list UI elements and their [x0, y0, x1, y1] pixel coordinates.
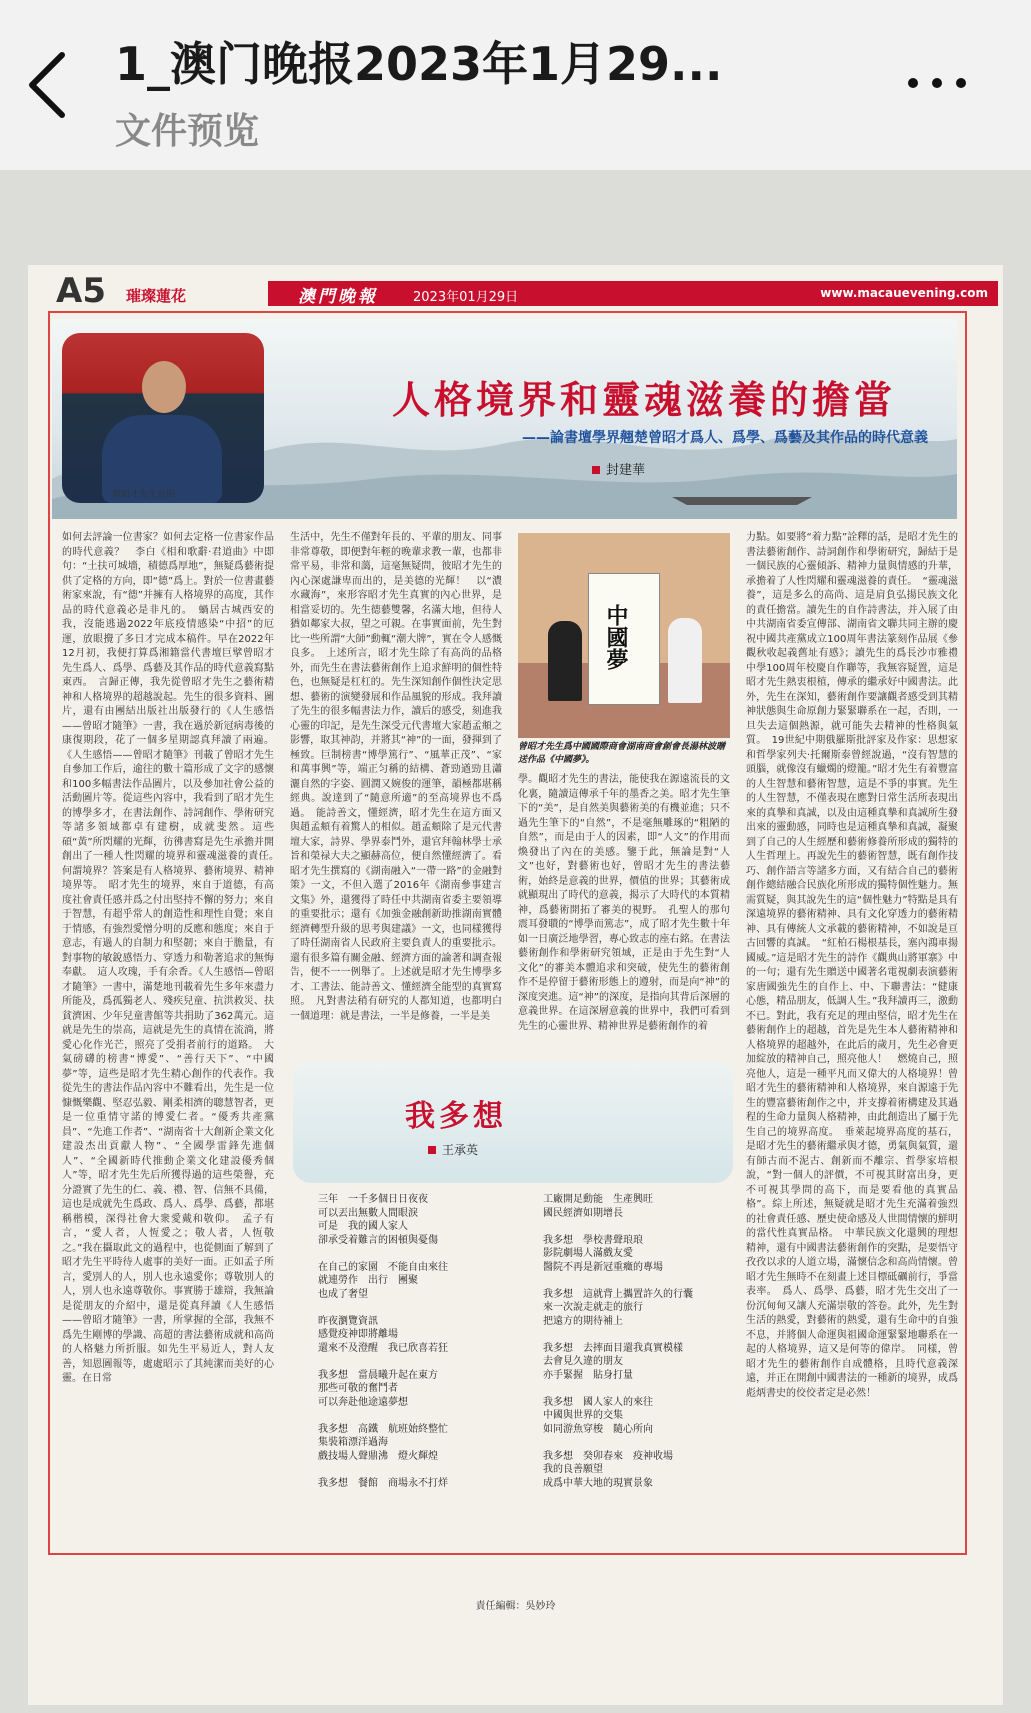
more-dot-icon [932, 78, 942, 88]
poem-line [318, 1355, 518, 1369]
calligraphy-text: 中國夢 [603, 604, 629, 670]
document-viewer[interactable] [0, 170, 1031, 1713]
back-button[interactable] [20, 45, 80, 125]
article-column-2: 生活中，先生不僅對年長的、平輩的朋友、同事非常尊敬，即便對年輕的晚輩求教一輩，也都非常平易，非常和藹，這毫無疑問，彼昭才先生的內心深處謙卑而出的，是美德的光輝！ 以“濃水藏海”，來形容昭才先生真實的內心世界，是相當妥切的。先生德藝雙馨，名滿大地，但待人猶如鄰家大叔，望之可親。在事實面前，先生對比一些所謂“大師”動輒“潮大牌”，實在令人感慨良多。 上述所言，昭才先生除了有高尚的品格外，而先生在書法藝術創作上追求鮮明的個性特色，也無疑是杠杠的。先生深知創作個性決定思想、藝術的演變發展和作品風貌的形成。我拜讀了先生的很多幅書法力作，讀后的感受，刻進我心靈的印記，是先生深受元代書壇大家趙孟頫之影響，取其神韵，并將其“神”的一面，發揮到了極致。巨制榜書“博學篤行”、“風華正茂”、“家和萬事興”等，端正匀稱的結構、蒼勁遒勁且瀟灑自然的字姿、圓潤又婉俊的運筆，韻極都堪稱經典。說達到了“隨意所適”的至高境界也不爲過。 能詩善文，懂經濟，昭才先生在這方面又與趙孟頫有着驚人的相似。趙孟頫除了是元代書壇大家，詩界、學界泰鬥外，還官拜翰林學士承旨和榮禄大夫之顯赫高位，便自然懂經濟了。看昭才先生撰寫的《湖南融入“一帶一路”的金融對策》一文，不但入選了2016年《湖南參事建言文集》外，還獲得了時任中共湖南省委主要領導的重要批示；還有《加強金融創新助推湖南實體經濟轉型升級的思考與建議》一文，也同樣獲得了時任湖南省人民政府主要負責人的重要批示。還有很多篇有關金融、經濟方面的論著和調查報告，便不一一例舉了。上述就是昭才先生博學多才、工書法、能詩善文、懂經濟全能型的真實寫照。 凡對書法稍有研究的人都知道，也都明白一個道理：就是書法，一半是修養，一半是美 [290, 532, 502, 1022]
poem-line: 我的良善願望 [543, 1464, 603, 1475]
poem-header [293, 1061, 733, 1183]
poem-line: 來一次說走就走的旅行 [543, 1302, 643, 1313]
poem-line: 成爲中華大地的現實景象 [543, 1477, 653, 1489]
calligraphy-scroll [588, 573, 660, 705]
issue-date: 2023年01月29日 [413, 290, 519, 305]
article-column-3: 學。觀昭才先生的書法，能使我在源遠流長的文化裏，隨讀這傳承千年的墨香之美。昭才先生筆下的“美”，是自然美與藝術美的有機並進；只不過先生筆下的“自然”，不是毫無雕琢的“粗陋的自然”，而是由于人的因素，即“人文”的作用而煥發出了內在的美感。鑒于此，無論是對“人文”也好，對藝術也好，曾昭才先生的書法藝術，始終是意義的世界，價值的世界；其藝術成就顯現出了時代的意義，揭示了大時代的本質精神，爲藝術開拓了審美的視野。 孔聖人的那句震耳發聵的“博學而篤志”，成了昭才先生數十年如一日廣泛地學習，專心致志的座右銘。在書法藝術創作和學術研究領域，正是由于先生對“人文化”的審美本體追求和突破，使先生的藝術創作不是停留于藝術形態上的遵射，而是向“神”的深度突進。這“神”的深度，是指向其背后深層的意義世界。在這深層意義的世界中，我們可看到先生的心靈世界、精神世界是藝術創作的着 [518, 774, 730, 1032]
poem-line: 那些可敬的奮鬥者 [318, 1383, 398, 1394]
title-bar [0, 0, 1031, 170]
poem-line [318, 1247, 518, 1261]
chevron-left-icon [20, 45, 80, 125]
editor-credit: 責任編輯：吳妙玲 [475, 1601, 556, 1612]
poem-line: 如同游魚穿梭 隨心所向 [543, 1423, 653, 1435]
poem-line: 我多想 餐館 商場永不打烊 [318, 1477, 448, 1489]
article-byline [592, 459, 645, 478]
poem-line: 在自己的家園 不能自由來往 [318, 1261, 448, 1273]
poem-line: 我多想 癸卯春來 疫神收場 [543, 1450, 673, 1462]
newspaper-page [28, 265, 1003, 1705]
poem-line: 還來不及澄醒 我已欣喜若狂 [318, 1342, 448, 1354]
poem-line: 集裝箱漂洋過海 [318, 1437, 388, 1448]
article-column-4: 力點。如要將“着力點”詮釋的話，是昭才先生的書法藝術創作、詩詞創作和學術研究，歸結于是一個民族的心靈傾訴、精神力量與情感的升華，承擔着了人性閃耀和靈魂滋養的責任。 “靈魂滋養”，這是多么的高尚、這是肩負弘揚民族文化的責任擔當。讀先生的自作詩書法，并入展了由中共湖南省委宣傳部、湖南省文聯共同主辦的慶祝中國共產黨成立100周年書法篆刻作品展《參觀秋收起義舊址有感》；讀先生的爲長沙市雅禮中學100周年校慶自作聯等，我無容疑置，這是昭才先生熱衷根植，傳承的繼承好中國書法。此外，先生在深知，藝術創作要讓觀者感受到其精神狀態與生命原創力緊緊聯系在一起，否則，一旦失去這個熱源，就可能失去精神的性格與氣質。 19世紀中期俄羅斯批評家及作家：思想家和哲學家列夫·托爾斯泰曾經說過，“沒有智慧的頭腦，就像沒有蠟燭的燈籠。”昭才先生有着豐富的人生智慧和藝術智慧，這是不爭的事實。先生的人生智慧，不僅表現在應對日常生活所表現出來的真摯和真誠，以及由這種真摯和真誠所生發出來的靈動感，同時也是這種真摯和真誠，凝聚到了自己的人生經歷和藝術修養所形成的獨特的人生哲理上。再說先生的藝術智慧，既有創作技巧、創作語言等諸多方面，又有結合自己的藝術創作總結融合民族化所形成的獨特個性魅力。無需質疑，與其說先生的這“個性魅力”特點是具有深遠境界的藝術精神、具有文化穿透力的藝術精神、具有傳統人文承載的藝術精神，不如說是亘古回響的真誠。 “紅柏石楊根基長，塞內鴻車揚國威。”這是昭才先生的詩作《觀典山將軍寨》中的一句；還有先生贈送中國著名電視劇表演藝術家唐國強先生的自作上、中、下聯書法：“健康心態，精品朋友，低調人生。”我拜讀再三，激動不已。對此，我有充足的理由堅信，昭才先生在藝術創作上的超越，首先是先生本人藝術精神和人格境界的超越外，在此后的歲月，先生必會更加綻放的精神自己，照亮他人！ 燃燒自己，照亮他人，這是一種平凡而又偉大的人格境界！曾昭才先生的藝術精神和人格境界，來自源遠于先生的豐富藝術創作之中，并支撐着術構建及其過程的生命力量與人格精神，由此創造出了屬于先生自己的境界高度。 垂萊起境界高度的基石，是昭才先生的藝術繼承與才德，勇氣與氣質，還有師古而不泥古、創新而不離宗、哲學家培根說，“對一個人的評價，不可視其財富出身，更不可視其學問的高下，而是要看他的真實品格”。綜上所述，無疑就是昭才先生充滿着強烈的社會責任感、歷史使命感及人世間情懷的鮮明的當代性真實品格。 中華民族文化還興的理想精神，還有中國書法藝術創作的突點，是要悟守孜孜以求的人道立場，滿懷信念和高尚情懷。曾昭才先生無時不在刻畫上述目標砥礪前行，爭當表率。 爲人、爲學、爲藝，昭才先生交出了一份沉甸甸又讓人充滿崇敬的答卷。此外，先生對生活的熱愛，對藝術的熱愛，還有生命中的自強不息，并將個人命運與祖國命運緊緊地聯系在一起的人格境界，這又是何等的偉岸。 同樣，曾昭才先生的藝術創作自成體格，且時代意義深遠，并正在開創中國書法的一種新的境界，成爲彪炳書史的佼佼者定是必然！ [746, 532, 958, 1399]
poem-line: 我多想 當晨曦升起在東方 [318, 1369, 438, 1381]
poem-author [428, 1141, 478, 1158]
poem-line: 我多想 學校書聲琅琅 [543, 1234, 643, 1246]
poem-line: 卻承受着難言的困頓與憂傷 [318, 1234, 438, 1246]
poem-line: 我多想 高鐵 航班始終整忙 [318, 1423, 448, 1435]
poem-line: 我多想 國人家人的來往 [543, 1396, 653, 1408]
photo-caption: 曾昭才先生近照 [112, 490, 176, 500]
poem-line: 也成了奢望 [318, 1288, 368, 1300]
poem-line: 去會見久違的朋友 [543, 1356, 623, 1367]
poem-line: 影院劇場人滿戲友愛 [543, 1248, 633, 1259]
poem-line [543, 1220, 733, 1234]
photo2-caption: 曾昭才先生爲中國國際商會湖南商會創會長湯林波贈送作品《中國夢》。 [518, 742, 726, 765]
poem-line: 可是 我的國人家人 [318, 1221, 408, 1232]
poem-line: 三年 一千多個日日夜夜 [318, 1194, 428, 1205]
more-dot-icon [956, 78, 966, 88]
poem-line: 就連勞作 出行 團聚 [318, 1275, 418, 1286]
poem-line [543, 1328, 733, 1342]
poem-line: 國民經濟如期增長 [543, 1207, 623, 1219]
site-url: www.macauevening.com [820, 286, 988, 300]
poem-line [543, 1436, 733, 1450]
poem-line: 感覺疫神即將離場 [318, 1329, 398, 1340]
file-title: 1_澳门晚报2023年1月29... [115, 37, 723, 91]
poem-line: 可以丟出無數人間眼淚 [318, 1207, 418, 1219]
page-number: A5 [56, 271, 106, 311]
poem-line: 工廠開足動能 生產興旺 [543, 1194, 653, 1205]
zhongguomeng-photo [518, 533, 730, 738]
poem-line [318, 1301, 518, 1315]
author-photo [62, 333, 264, 503]
poem-line: 我多想 這就背上攜置許久的行囊 [543, 1288, 693, 1300]
poem-line: 亦手緊握 貼身打量 [543, 1369, 633, 1381]
poem-line: 中國與世界的交集 [543, 1410, 623, 1421]
poem-line: 把遠方的期待補上 [543, 1315, 623, 1327]
more-dot-icon [908, 78, 918, 88]
person-left [548, 621, 582, 701]
poem-line: 可以奔赴他途遠夢想 [318, 1396, 408, 1408]
section-name: 璀璨蓮花 [126, 287, 187, 305]
article-banner [52, 319, 957, 519]
poem-line [543, 1274, 733, 1288]
portrait-face [142, 361, 186, 413]
person-right [668, 618, 702, 703]
article-column-1: 如何去評論一位書家？如何去定格一位書家作品的時代意義？ 李白《相和歌辭·君道曲》中即句：“土扶可城墻，積德爲厚地”，無疑爲藝術提供了定格的方向，即“德”爲上。對於一位書畫藝術家來說，有“德”并擁有人格境界的高度，其作品的時代意義必是非凡的。 蝸居古城西安的我，沒能逃過2022年底疫情感染“中招”的厄運，放眼攪了多日才完成本稿件。早在2022年12月初，我便打算爲湘籍當代書壇巨擘曾昭才先生爲人、爲學、爲藝及其作品的時代意義寫點東西。 言歸正傳，我先從曾昭才先生之藝術精神和人格境界的超越說起。先生的很多資料、圖片，還有由團結出版社出版發行的《人生感悟——曾昭才隨筆》一書，我在過於新冠病毒後的康復期段，花了一個多星期認真拜讀了兩遍。《人生感悟——曾昭才隨筆》刊載了曾昭才先生自參加工作后，逾往的數十篇形成了文字的感懷和100多幅書法作品圖片，以及參加社會公益的活動圖片等。從這些內容中，我看到了昭才先生的博學多才，在書法創作、詩詞創作、學術研究等諸多領域都卓有建樹，成就斐然。這些碩“黃”所閃耀的光輝，彷彿書寫是先生承擔并開創出了一種人性閃耀的境界和靈魂滋養的責任。 何謂境界？答案是有人格境界、藝術境界、精神境界等。 昭才先生的境界，來自于道德，有高度社會責任感并爲之付出堅持不懈的努力；來自于智慧，有超乎常人的創造性和理性自覺；來自于情感，有強烈愛憎分明的反應和態度；來自于意志，有過人的自制力和堅韌；來自于膽量，有對事物的敏銳感悟力、穿透力和勒著追求的無悔奉獻。 這人攻瑰，手有余香。《人生感悟—曾昭才隨筆》一書中，滿楚地刊載着先生多年來盡力所能及，爲孤獨老人、殘疾兒童、抗洪救災、扶貧濟困、少年兒童書館等共捐助了362萬元。這就是先生的崇高，這就是先生的真情在流淌，將愛心化作光芒，照亮了受捐者前行的道路。 大氣磅礴的榜書“博愛”、“善行天下”、“中國夢”等，這些是昭才先生精心創作的代表作。我從先生的書法作品內容中不難看出，先生是一位慷慨樂觀、堅忍弘毅、剛柔相濟的聰慧智者，更是一位重情守諾的博愛仁者。“優秀共產黨員”、“先進工作者”、“湖南省十大創新企業文化建設杰出貢獻人物”、“全國學雷鋒先進個人”、“全國新時代推動企業文化建設優秀個人”等，昭才先生先后所獲得過的這些榮譽，充分證實了先生的仁、義、禮、智、信無不具備，這也是成就先生爲政、爲人、爲學、爲藝，都堪稱楷模，深得社會大衆愛戴和敬仰。 孟子有言，“愛人者，人恆愛之；敬人者，人恆敬之。”我在攝取此文的過程中，也從側面了解到了昭才先生平時待人處事的美好一面。正如孟子所言，愛別人的人，別人也永遠愛你；尊敬別人的人，別人也永遠尊敬你。事實勝于雄辯，我無論是從朋友的介紹中，還是從真拜讀《人生感悟——曾昭才隨筆》一書，所掌握的全部，我無不爲先生剛博的學識、高超的書法藝術成就和高尚的人格魅力所折服。如先生平易近人，對人友善，知恩圖報等，處處昭示了其純潔而美好的心靈。在日常 [62, 532, 284, 1384]
poem-line: 我多想 去摔面目還我真實模樣 [543, 1342, 683, 1354]
poem-line: 醫院不再是新冠重癥的專場 [543, 1261, 663, 1273]
poem-line: 昨夜瀏覽資訊 [318, 1315, 378, 1327]
poem-left-column [318, 1193, 518, 1490]
masthead-logo: 澳門晚報 [298, 287, 378, 307]
poem-line [318, 1463, 518, 1477]
file-preview-label: 文件预览 [115, 111, 260, 152]
red-square-icon [592, 466, 600, 474]
article-subheadline: ——論書壇學界翹楚曾昭才爲人、爲學、爲藝及其作品的時代意義 [522, 430, 928, 446]
poem-line [318, 1409, 518, 1423]
poem-right-column [543, 1193, 733, 1490]
poem-line [543, 1382, 733, 1396]
red-square-icon [428, 1146, 436, 1154]
author-name: 封建華 [606, 463, 646, 478]
article-headline: 人格境界和靈魂滋養的擔當 [392, 377, 897, 422]
poem-line: 戲技場人聲鼎沸 燈火輝煌 [318, 1450, 438, 1462]
masthead-bar [268, 281, 998, 306]
poem-title: 我多想 [405, 1099, 507, 1134]
more-menu-button[interactable] [908, 58, 1008, 108]
poem-author-name: 王承英 [442, 1143, 479, 1157]
